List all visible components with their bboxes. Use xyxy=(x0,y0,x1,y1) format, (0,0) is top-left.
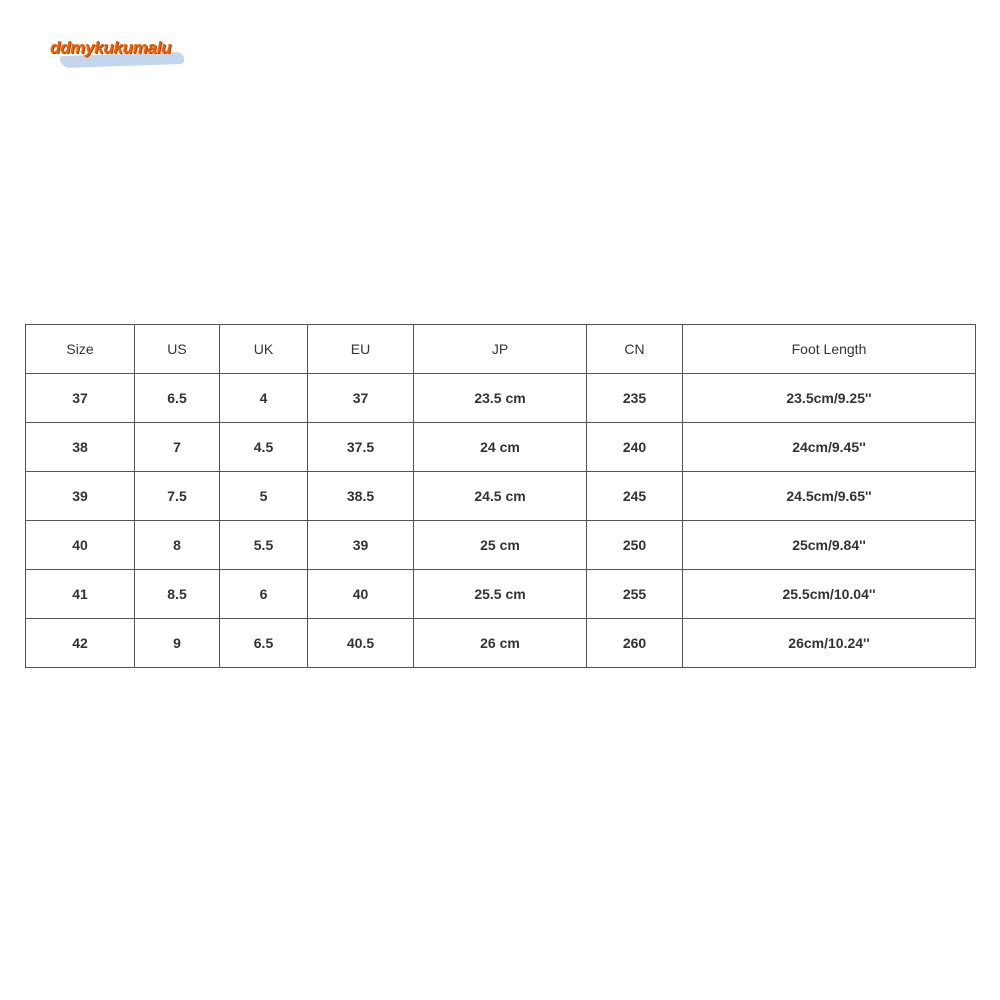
cell-cn: 255 xyxy=(587,570,683,619)
cell-size: 41 xyxy=(26,570,135,619)
table-row xyxy=(26,472,976,521)
cell-eu: 37 xyxy=(308,374,414,423)
cell-cn: 235 xyxy=(587,374,683,423)
cell-cn: 240 xyxy=(587,423,683,472)
cell-size: 42 xyxy=(26,619,135,668)
table-row xyxy=(26,570,976,619)
cell-uk: 6.5 xyxy=(220,619,308,668)
cell-us: 9 xyxy=(135,619,220,668)
logo-text: ddmykukumalu xyxy=(50,38,172,57)
header-size: Size xyxy=(26,325,135,374)
header-cn: CN xyxy=(587,325,683,374)
cell-eu: 39 xyxy=(308,521,414,570)
table-header-row xyxy=(26,325,976,374)
cell-jp: 25.5 cm xyxy=(414,570,587,619)
cell-size: 39 xyxy=(26,472,135,521)
size-chart-table xyxy=(25,324,976,668)
cell-jp: 25 cm xyxy=(414,521,587,570)
cell-us: 8.5 xyxy=(135,570,220,619)
cell-foot-length: 26cm/10.24'' xyxy=(683,619,976,668)
cell-foot-length: 24cm/9.45'' xyxy=(683,423,976,472)
cell-jp: 26 cm xyxy=(414,619,587,668)
cell-foot-length: 25cm/9.84'' xyxy=(683,521,976,570)
cell-uk: 6 xyxy=(220,570,308,619)
header-foot-length: Foot Length xyxy=(683,325,976,374)
table-row xyxy=(26,521,976,570)
cell-eu: 37.5 xyxy=(308,423,414,472)
cell-jp: 24.5 cm xyxy=(414,472,587,521)
cell-us: 6.5 xyxy=(135,374,220,423)
cell-cn: 260 xyxy=(587,619,683,668)
cell-us: 8 xyxy=(135,521,220,570)
cell-foot-length: 23.5cm/9.25'' xyxy=(683,374,976,423)
cell-foot-length: 25.5cm/10.04'' xyxy=(683,570,976,619)
cell-us: 7 xyxy=(135,423,220,472)
cell-uk: 5.5 xyxy=(220,521,308,570)
header-us: US xyxy=(135,325,220,374)
cell-uk: 4 xyxy=(220,374,308,423)
cell-cn: 250 xyxy=(587,521,683,570)
cell-uk: 4.5 xyxy=(220,423,308,472)
cell-jp: 23.5 cm xyxy=(414,374,587,423)
cell-us: 7.5 xyxy=(135,472,220,521)
cell-cn: 245 xyxy=(587,472,683,521)
cell-foot-length: 24.5cm/9.65'' xyxy=(683,472,976,521)
table-row xyxy=(26,619,976,668)
cell-eu: 40.5 xyxy=(308,619,414,668)
header-uk: UK xyxy=(220,325,308,374)
table-row xyxy=(26,423,976,472)
cell-size: 40 xyxy=(26,521,135,570)
cell-uk: 5 xyxy=(220,472,308,521)
cell-eu: 40 xyxy=(308,570,414,619)
table-row xyxy=(26,374,976,423)
brand-logo xyxy=(50,38,190,72)
cell-size: 37 xyxy=(26,374,135,423)
cell-jp: 24 cm xyxy=(414,423,587,472)
header-jp: JP xyxy=(414,325,587,374)
cell-size: 38 xyxy=(26,423,135,472)
header-eu: EU xyxy=(308,325,414,374)
cell-eu: 38.5 xyxy=(308,472,414,521)
